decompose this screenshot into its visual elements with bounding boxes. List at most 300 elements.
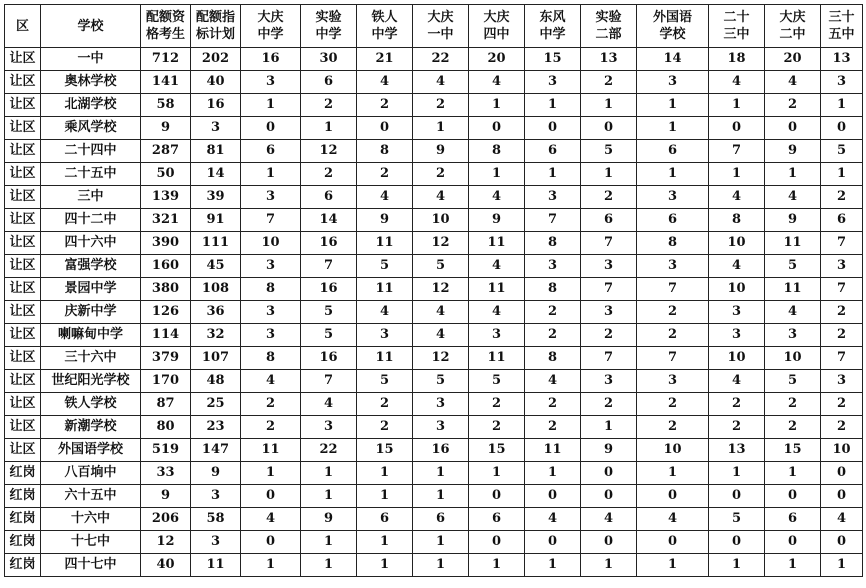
value-cell: 0: [821, 531, 863, 554]
district-cell: 让区: [5, 209, 41, 232]
value-cell: 2: [301, 94, 357, 117]
value-cell: 7: [581, 232, 637, 255]
table-row: [5, 324, 863, 347]
header-line: 中学: [371, 27, 398, 42]
value-cell: 8: [525, 278, 581, 301]
header-line: 区: [15, 18, 29, 34]
value-cell: 11: [357, 232, 413, 255]
value-cell: 8: [357, 140, 413, 163]
school-name-cell: 三中: [41, 186, 141, 209]
header-line: 配额资: [145, 10, 185, 25]
value-cell: 1: [241, 163, 301, 186]
district-cell: 让区: [5, 48, 41, 71]
value-cell: 1: [357, 462, 413, 485]
value-cell: 6: [357, 508, 413, 531]
value-cell: 39: [191, 186, 241, 209]
value-cell: 10: [821, 439, 863, 462]
table-body: [5, 48, 863, 577]
value-cell: 6: [637, 209, 709, 232]
value-cell: 3: [469, 324, 525, 347]
value-cell: 8: [637, 232, 709, 255]
value-cell: 1: [469, 554, 525, 577]
value-cell: 58: [141, 94, 191, 117]
value-cell: 2: [765, 416, 821, 439]
district-cell: 让区: [5, 370, 41, 393]
value-cell: 15: [525, 48, 581, 71]
table-row: [5, 163, 863, 186]
value-cell: 1: [709, 163, 765, 186]
school-name-cell: 北湖学校: [41, 94, 141, 117]
value-cell: 1: [637, 163, 709, 186]
value-cell: 0: [637, 531, 709, 554]
value-cell: 2: [821, 416, 863, 439]
value-cell: 10: [765, 347, 821, 370]
value-cell: 1: [301, 531, 357, 554]
school-name-cell: 一中: [41, 48, 141, 71]
value-cell: 15: [765, 439, 821, 462]
value-cell: 6: [241, 140, 301, 163]
value-cell: 10: [709, 278, 765, 301]
table-row: [5, 485, 863, 508]
value-cell: 1: [709, 94, 765, 117]
value-cell: 87: [141, 393, 191, 416]
value-cell: 7: [525, 209, 581, 232]
value-cell: 0: [525, 485, 581, 508]
value-cell: 10: [709, 232, 765, 255]
value-cell: 2: [581, 393, 637, 416]
shiyan-middle-header: [301, 5, 357, 48]
school-name-cell: 新潮学校: [41, 416, 141, 439]
value-cell: 0: [525, 531, 581, 554]
value-cell: 3: [191, 117, 241, 140]
value-cell: 9: [301, 508, 357, 531]
value-cell: 2: [357, 94, 413, 117]
header-line: 学校: [77, 18, 104, 34]
value-cell: 4: [413, 71, 469, 94]
value-cell: 1: [581, 94, 637, 117]
value-cell: 5: [413, 255, 469, 278]
daqing-no2-header: [765, 5, 821, 48]
value-cell: 0: [765, 485, 821, 508]
value-cell: 3: [525, 186, 581, 209]
header-line: 三十: [828, 10, 855, 25]
value-cell: 2: [637, 393, 709, 416]
value-cell: 390: [141, 232, 191, 255]
value-cell: 7: [241, 209, 301, 232]
value-cell: 3: [241, 301, 301, 324]
value-cell: 3: [525, 71, 581, 94]
table-row: [5, 439, 863, 462]
value-cell: 1: [301, 117, 357, 140]
value-cell: 2: [637, 324, 709, 347]
value-cell: 6: [765, 508, 821, 531]
value-cell: 3: [241, 255, 301, 278]
value-cell: 108: [191, 278, 241, 301]
value-cell: 1: [469, 163, 525, 186]
header-line: 三中: [723, 27, 750, 42]
value-cell: 8: [241, 278, 301, 301]
value-cell: 20: [765, 48, 821, 71]
value-cell: 1: [413, 117, 469, 140]
value-cell: 3: [637, 370, 709, 393]
value-cell: 9: [357, 209, 413, 232]
value-cell: 1: [413, 554, 469, 577]
value-cell: 1: [765, 462, 821, 485]
value-cell: 321: [141, 209, 191, 232]
header-line: 外国语: [652, 10, 692, 25]
value-cell: 4: [821, 508, 863, 531]
value-cell: 8: [709, 209, 765, 232]
value-cell: 4: [469, 255, 525, 278]
value-cell: 3: [637, 186, 709, 209]
header-line: 学校: [659, 27, 686, 42]
value-cell: 2: [821, 393, 863, 416]
school-name-cell: 喇嘛甸中学: [41, 324, 141, 347]
header-line: 实验: [315, 10, 342, 25]
value-cell: 0: [821, 462, 863, 485]
dongfeng-middle-header: [525, 5, 581, 48]
table-row: [5, 140, 863, 163]
value-cell: 9: [141, 485, 191, 508]
value-cell: 81: [191, 140, 241, 163]
value-cell: 1: [821, 163, 863, 186]
value-cell: 5: [469, 370, 525, 393]
value-cell: 6: [637, 140, 709, 163]
value-cell: 287: [141, 140, 191, 163]
value-cell: 2: [241, 416, 301, 439]
district-header: [5, 5, 41, 48]
value-cell: 20: [469, 48, 525, 71]
value-cell: 114: [141, 324, 191, 347]
school-name-cell: 八百垧中: [41, 462, 141, 485]
value-cell: 3: [413, 416, 469, 439]
value-cell: 2: [709, 416, 765, 439]
value-cell: 1: [525, 94, 581, 117]
value-cell: 80: [141, 416, 191, 439]
quota-plan-header: [191, 5, 241, 48]
value-cell: 3: [241, 324, 301, 347]
value-cell: 4: [357, 186, 413, 209]
value-cell: 2: [413, 163, 469, 186]
value-cell: 16: [301, 232, 357, 255]
table-row: [5, 94, 863, 117]
value-cell: 23: [191, 416, 241, 439]
value-cell: 2: [637, 416, 709, 439]
table-row: [5, 278, 863, 301]
school-name-cell: 世纪阳光学校: [41, 370, 141, 393]
header-line: 大庆: [483, 10, 510, 25]
value-cell: 1: [821, 554, 863, 577]
district-cell: 红岗: [5, 531, 41, 554]
value-cell: 3: [301, 416, 357, 439]
value-cell: 1: [709, 554, 765, 577]
school-name-cell: 十七中: [41, 531, 141, 554]
value-cell: 0: [765, 117, 821, 140]
school-name-cell: 四十二中: [41, 209, 141, 232]
value-cell: 13: [709, 439, 765, 462]
header-line: 中学: [315, 27, 342, 42]
value-cell: 6: [301, 186, 357, 209]
school-name-cell: 奥林学校: [41, 71, 141, 94]
value-cell: 2: [241, 393, 301, 416]
school-name-cell: 景园中学: [41, 278, 141, 301]
value-cell: 5: [765, 255, 821, 278]
value-cell: 170: [141, 370, 191, 393]
header-line: 一中: [427, 27, 454, 42]
value-cell: 0: [525, 117, 581, 140]
value-cell: 2: [469, 393, 525, 416]
value-cell: 1: [469, 462, 525, 485]
value-cell: 0: [469, 117, 525, 140]
value-cell: 0: [581, 462, 637, 485]
value-cell: 1: [241, 94, 301, 117]
value-cell: 1: [413, 462, 469, 485]
table-row: [5, 186, 863, 209]
value-cell: 1: [301, 462, 357, 485]
value-cell: 7: [581, 347, 637, 370]
value-cell: 7: [637, 347, 709, 370]
table-row: [5, 209, 863, 232]
school-name-cell: 二十五中: [41, 163, 141, 186]
header-line: 二中: [779, 27, 806, 42]
value-cell: 15: [357, 439, 413, 462]
value-cell: 2: [357, 393, 413, 416]
value-cell: 1: [637, 117, 709, 140]
value-cell: 5: [709, 508, 765, 531]
district-cell: 让区: [5, 347, 41, 370]
value-cell: 22: [301, 439, 357, 462]
value-cell: 0: [709, 485, 765, 508]
value-cell: 0: [469, 485, 525, 508]
value-cell: 3: [637, 71, 709, 94]
value-cell: 6: [821, 209, 863, 232]
value-cell: 10: [709, 347, 765, 370]
value-cell: 1: [301, 485, 357, 508]
value-cell: 4: [709, 71, 765, 94]
value-cell: 126: [141, 301, 191, 324]
value-cell: 91: [191, 209, 241, 232]
district-cell: 红岗: [5, 485, 41, 508]
value-cell: 1: [469, 94, 525, 117]
value-cell: 3: [581, 370, 637, 393]
district-cell: 让区: [5, 163, 41, 186]
header-line: 二部: [595, 27, 622, 42]
value-cell: 4: [637, 508, 709, 531]
value-cell: 2: [765, 94, 821, 117]
daqing-middle-header: [241, 5, 301, 48]
value-cell: 11: [357, 278, 413, 301]
value-cell: 36: [191, 301, 241, 324]
value-cell: 5: [821, 140, 863, 163]
school-name-cell: 四十七中: [41, 554, 141, 577]
table-row: [5, 117, 863, 140]
school-name-cell: 二十四中: [41, 140, 141, 163]
header-line: 东风: [539, 10, 566, 25]
value-cell: 30: [301, 48, 357, 71]
value-cell: 139: [141, 186, 191, 209]
quota-allocation-table: [4, 4, 863, 577]
value-cell: 11: [525, 439, 581, 462]
table-row: [5, 370, 863, 393]
value-cell: 0: [241, 117, 301, 140]
value-cell: 4: [469, 186, 525, 209]
value-cell: 40: [141, 554, 191, 577]
value-cell: 11: [469, 347, 525, 370]
value-cell: 0: [765, 531, 821, 554]
value-cell: 4: [301, 393, 357, 416]
value-cell: 160: [141, 255, 191, 278]
district-cell: 红岗: [5, 554, 41, 577]
value-cell: 0: [357, 117, 413, 140]
value-cell: 21: [357, 48, 413, 71]
value-cell: 141: [141, 71, 191, 94]
value-cell: 11: [765, 278, 821, 301]
value-cell: 11: [765, 232, 821, 255]
value-cell: 10: [637, 439, 709, 462]
no23-middle-header: [709, 5, 765, 48]
value-cell: 12: [301, 140, 357, 163]
value-cell: 0: [821, 117, 863, 140]
value-cell: 12: [413, 232, 469, 255]
table-row: [5, 71, 863, 94]
value-cell: 0: [241, 485, 301, 508]
district-cell: 红岗: [5, 508, 41, 531]
header-line: 大庆: [779, 10, 806, 25]
quota-allocation-sheet: [4, 4, 862, 584]
header-line: 铁人: [371, 10, 398, 25]
header-line: 配额指: [195, 10, 235, 25]
header-line: 实验: [595, 10, 622, 25]
value-cell: 0: [581, 117, 637, 140]
table-row: [5, 301, 863, 324]
value-cell: 7: [709, 140, 765, 163]
value-cell: 3: [357, 324, 413, 347]
value-cell: 1: [241, 462, 301, 485]
value-cell: 3: [709, 324, 765, 347]
value-cell: 40: [191, 71, 241, 94]
value-cell: 6: [525, 140, 581, 163]
table-row: [5, 554, 863, 577]
value-cell: 3: [821, 255, 863, 278]
value-cell: 1: [301, 554, 357, 577]
value-cell: 4: [413, 324, 469, 347]
district-cell: 让区: [5, 393, 41, 416]
value-cell: 7: [301, 370, 357, 393]
value-cell: 1: [525, 163, 581, 186]
value-cell: 1: [765, 554, 821, 577]
value-cell: 3: [525, 255, 581, 278]
value-cell: 107: [191, 347, 241, 370]
value-cell: 2: [821, 324, 863, 347]
value-cell: 3: [191, 485, 241, 508]
value-cell: 4: [525, 508, 581, 531]
school-name-cell: 富强学校: [41, 255, 141, 278]
value-cell: 3: [765, 324, 821, 347]
table-row: [5, 347, 863, 370]
value-cell: 2: [581, 71, 637, 94]
eligible-candidates-header: [141, 5, 191, 48]
value-cell: 3: [637, 255, 709, 278]
value-cell: 11: [241, 439, 301, 462]
district-cell: 红岗: [5, 462, 41, 485]
table-header: [5, 5, 863, 48]
value-cell: 48: [191, 370, 241, 393]
value-cell: 1: [525, 462, 581, 485]
value-cell: 3: [581, 301, 637, 324]
value-cell: 1: [581, 416, 637, 439]
school-name-cell: 铁人学校: [41, 393, 141, 416]
value-cell: 33: [141, 462, 191, 485]
value-cell: 3: [709, 301, 765, 324]
value-cell: 0: [709, 117, 765, 140]
table-row: [5, 531, 863, 554]
district-cell: 让区: [5, 94, 41, 117]
shiyan-campus2-header: [581, 5, 637, 48]
value-cell: 16: [191, 94, 241, 117]
school-header: [41, 5, 141, 48]
value-cell: 4: [709, 370, 765, 393]
value-cell: 9: [191, 462, 241, 485]
value-cell: 18: [709, 48, 765, 71]
value-cell: 4: [525, 370, 581, 393]
value-cell: 111: [191, 232, 241, 255]
value-cell: 10: [413, 209, 469, 232]
value-cell: 13: [581, 48, 637, 71]
value-cell: 1: [241, 554, 301, 577]
value-cell: 3: [241, 71, 301, 94]
district-cell: 让区: [5, 140, 41, 163]
value-cell: 9: [413, 140, 469, 163]
header-row: [5, 5, 863, 48]
value-cell: 0: [469, 531, 525, 554]
value-cell: 1: [821, 94, 863, 117]
value-cell: 50: [141, 163, 191, 186]
value-cell: 11: [469, 278, 525, 301]
value-cell: 45: [191, 255, 241, 278]
value-cell: 1: [413, 531, 469, 554]
value-cell: 8: [525, 347, 581, 370]
district-cell: 让区: [5, 232, 41, 255]
value-cell: 7: [821, 278, 863, 301]
value-cell: 4: [765, 186, 821, 209]
value-cell: 6: [301, 71, 357, 94]
header-line: 格考生: [145, 27, 185, 42]
foreign-lang-school-header: [637, 5, 709, 48]
table-row: [5, 462, 863, 485]
value-cell: 1: [357, 485, 413, 508]
value-cell: 0: [241, 531, 301, 554]
value-cell: 1: [765, 163, 821, 186]
value-cell: 2: [525, 324, 581, 347]
value-cell: 12: [413, 347, 469, 370]
value-cell: 0: [821, 485, 863, 508]
header-line: 中学: [539, 27, 566, 42]
district-cell: 让区: [5, 416, 41, 439]
value-cell: 16: [301, 347, 357, 370]
value-cell: 3: [191, 531, 241, 554]
daqing-no4-header: [469, 5, 525, 48]
value-cell: 0: [709, 531, 765, 554]
header-line: 大庆: [427, 10, 454, 25]
header-line: 中学: [257, 27, 284, 42]
header-line: 标计划: [195, 27, 235, 42]
value-cell: 7: [301, 255, 357, 278]
value-cell: 4: [469, 301, 525, 324]
value-cell: 1: [637, 462, 709, 485]
value-cell: 4: [765, 301, 821, 324]
value-cell: 202: [191, 48, 241, 71]
district-cell: 让区: [5, 278, 41, 301]
